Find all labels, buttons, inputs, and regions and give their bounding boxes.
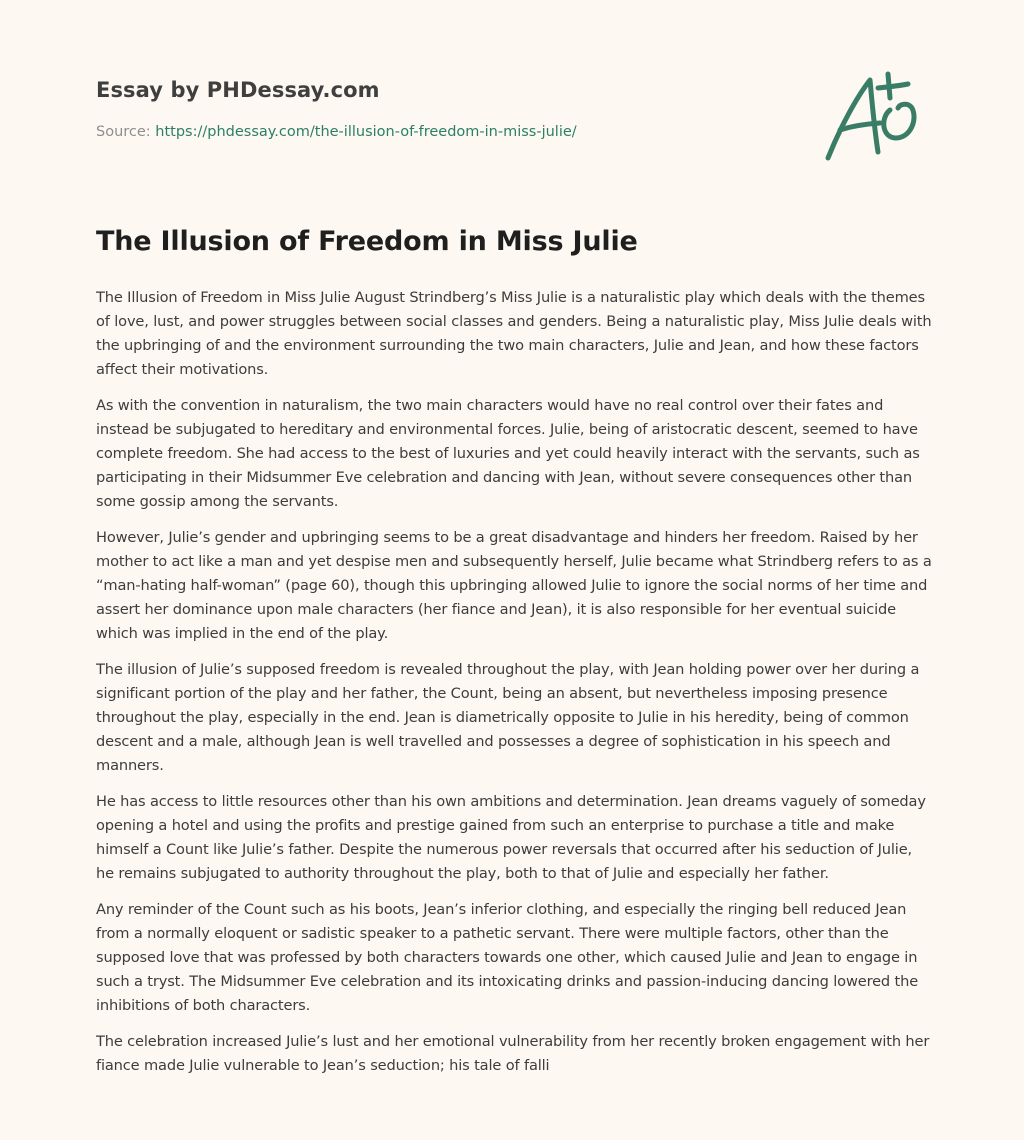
- site-brand: Essay by PHDessay.com: [96, 78, 380, 102]
- essay-paragraph: The celebration increased Julie’s lust and her emotional vulnerability from her recently broken engagement with her fiance made Julie vulnerable to Jean’s seduction; his tale of falli: [96, 1033, 930, 1074]
- source-line: [96, 124, 577, 140]
- a-plus-grade-icon: [818, 68, 930, 164]
- essay-paragraph: Any reminder of the Count such as his boots, Jean’s inferior clothing, and especially the ringing bell reduced Jean from a normally eloquent or sadistic speaker to a pathetic servant. There were multiple factors, other than the supposed love that was professed by both characters towards one other, which caused Julie and Jean to engage in such a tryst. The Midsummer Eve celebration and its intoxicating drinks and passion-inducing dancing lowered the inhibitions of both characters.: [96, 901, 919, 1014]
- essay-paragraph: As with the convention in naturalism, the two main characters would have no real control over their fates and instead be subjugated to hereditary and environmental forces. Julie, being of aristocratic descent, seemed to have complete freedom. She had access to the best of luxuries and yet could heavily interact with the servants, such as participating in their Midsummer Eve celebration and dancing with Jean, without severe consequences other than some gossip among the servants.: [96, 397, 920, 510]
- source-label: Source:: [96, 124, 156, 140]
- source-link[interactable]: https://phdessay.com/the-illusion-of-freedom-in-miss-julie/: [155, 124, 577, 140]
- essay-paragraph: He has access to little resources other than his own ambitions and determination. Jean dreams vaguely of someday opening a hotel and using the profits and prestige gained from such an enterprise to purchase a title and make himself a Count like Julie’s father. Despite the numerous power reversals that occurred after his seduction of Julie, he remains subjugated to authority throughout the play, both to that of Julie and especially her father.: [96, 793, 926, 882]
- essay-title: The Illusion of Freedom in Miss Julie: [96, 226, 638, 257]
- essay-paragraph: The Illusion of Freedom in Miss Julie August Strindberg’s Miss Julie is a naturalistic play which deals with the themes of love, lust, and power struggles between social classes and genders. Being a naturalistic play, Miss Julie deals with the upbringing of and the environment surrounding the two main characters, Julie and Jean, and how these factors affect their motivations.: [96, 289, 932, 378]
- essay-paragraph: The illusion of Julie’s supposed freedom is revealed throughout the play, with Jean holding power over her during a significant portion of the play and her father, the Count, being an absent, but nevertheless imposing presence throughout the play, especially in the end. Jean is diametrically opposite to Julie in his heredity, being of common descent and a male, although Jean is well travelled and possesses a degree of sophistication in his speech and manners.: [96, 661, 920, 774]
- essay-body: [96, 286, 932, 1090]
- essay-paragraph: However, Julie’s gender and upbringing seems to be a great disadvantage and hinders her freedom. Raised by her mother to act like a man and yet despise men and subsequently herself, Julie became what Strindberg refers to as a “man-hating half-woman” (page 60), though this upbringing allowed Julie to ignore the social norms of her time and assert her dominance upon male characters (her fiance and Jean), it is also responsible for her eventual suicide which was implied in the end of the play.: [96, 529, 932, 642]
